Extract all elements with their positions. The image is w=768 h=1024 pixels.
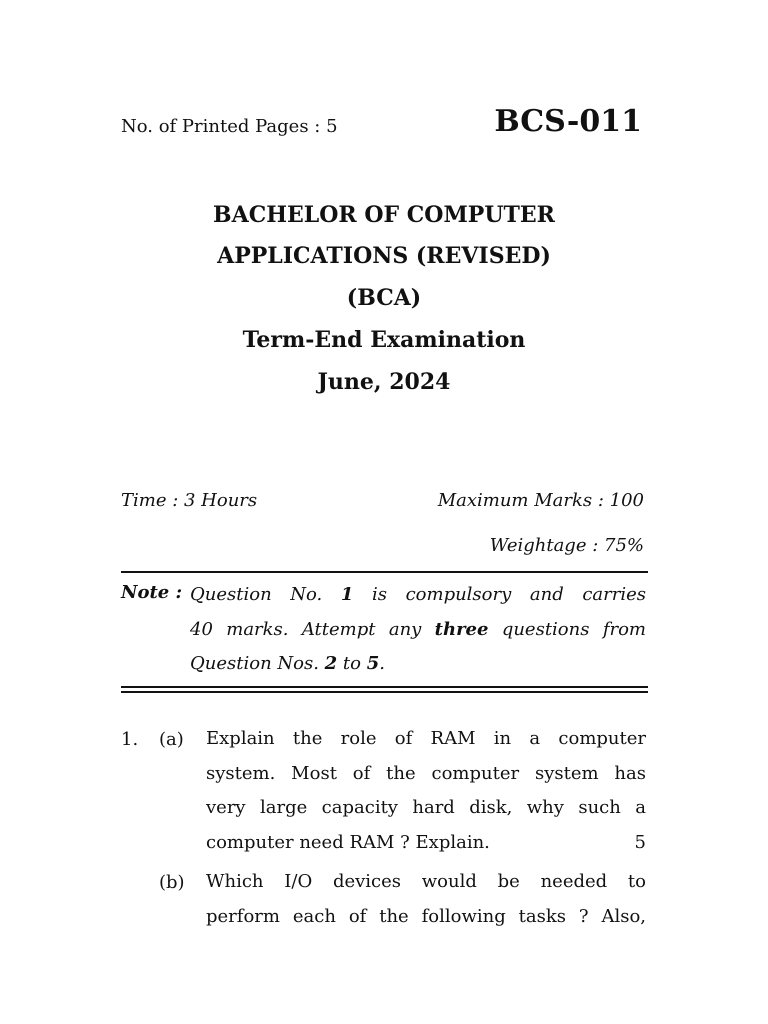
question-part-a-marks: 5 <box>634 831 646 853</box>
programme-title-line-2: APPLICATIONS (REVISED) <box>217 243 551 269</box>
divider-double-lower <box>121 691 648 693</box>
printed-pages-count: No. of Printed Pages : 5 <box>121 116 338 137</box>
note-line-1: Question No. 1 is compulsory and carries <box>190 584 646 605</box>
note-label: Note : <box>121 582 183 603</box>
weightage: Weightage : 75% <box>489 535 644 556</box>
exam-type: Term-End Examination <box>242 327 526 353</box>
question-part-b-label: (b) <box>159 872 185 893</box>
question-part-b-line: perform each of the following tasks ? Also, <box>206 905 646 927</box>
question-part-a-label: (a) <box>159 729 184 750</box>
exam-duration: Time : 3 Hours <box>121 490 258 511</box>
question-part-a-line: very large capacity hard disk, why such a <box>206 797 646 818</box>
programme-title-line-1: BACHELOR OF COMPUTER <box>213 202 555 228</box>
question-part-b-line: Which I/O devices would be needed to <box>206 871 646 892</box>
exam-date: June, 2024 <box>317 369 451 395</box>
divider-top <box>121 571 648 573</box>
note-text <box>190 578 646 682</box>
note-line-3: Question Nos. 2 to 5. <box>190 653 385 674</box>
divider-double-upper <box>121 686 648 688</box>
maximum-marks: Maximum Marks : 100 <box>437 490 644 511</box>
course-code: BCS-011 <box>494 104 642 139</box>
question-number: 1. <box>121 729 139 750</box>
question-part-a-text <box>206 722 646 860</box>
question-part-a-last-line <box>206 826 646 861</box>
note-line-2: 40 marks. Attempt any three questions from <box>190 618 646 640</box>
question-part-a-line: Explain the role of RAM in a computer <box>206 728 646 749</box>
programme-abbreviation: (BCA) <box>346 285 422 311</box>
question-part-b-text <box>206 865 646 934</box>
question-part-a-line: computer need RAM ? Explain. <box>206 831 490 853</box>
question-part-a-line: system. Most of the computer system has <box>206 762 646 784</box>
